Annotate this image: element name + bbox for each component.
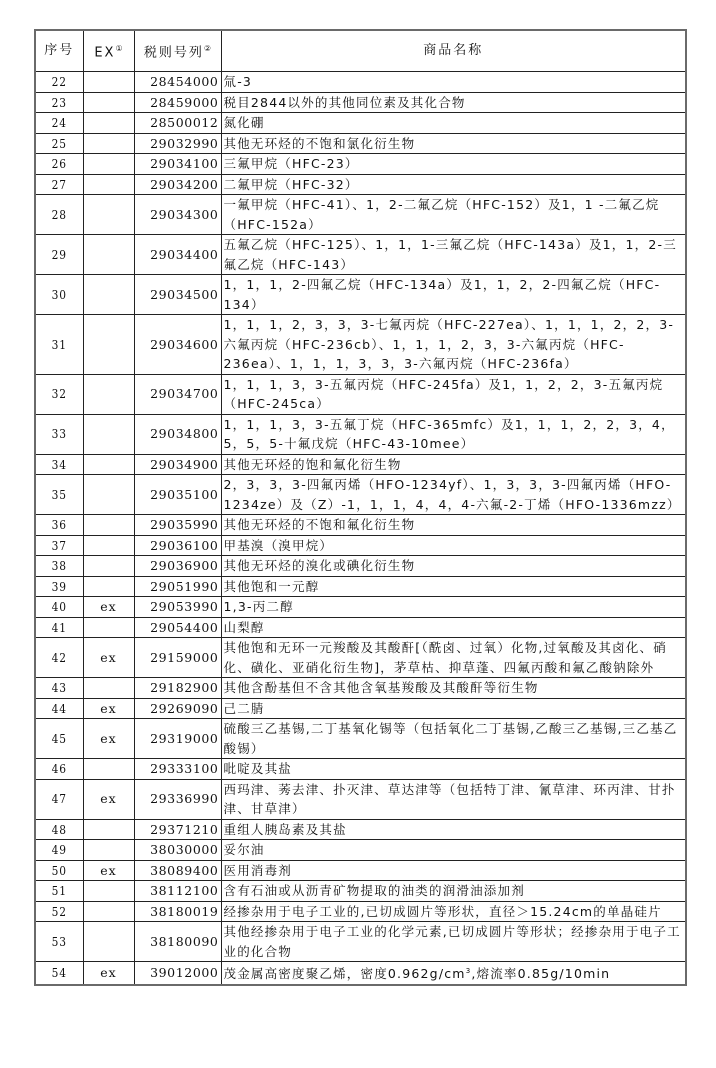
cell-seq: 45 bbox=[39, 719, 80, 759]
cell-ex bbox=[83, 275, 134, 315]
cell-ex bbox=[83, 174, 134, 195]
cell-name: 2，3，3，3-四氟丙烯（HFO-1234yf）、1，3，3，3-四氟丙烯（HFO-1234ze）及（Z）-1，1，1，4，4，4-六氟-2-丁烯（HFO-1336mzz） bbox=[221, 475, 686, 515]
header-ex-footnote: ① bbox=[115, 44, 123, 54]
cell-code: 28459000 bbox=[134, 92, 221, 113]
cell-name: 其他饱和无环一元羧酸及其酸酐[（酰卤、过氧）化物,过氧酸及其卤化、硝化、磺化、亚硝化衍生物]，茅草枯、抑草蓬、四氟丙酸和氟乙酸钠除外 bbox=[221, 638, 686, 678]
table-row bbox=[35, 819, 686, 840]
cell-name-text: 茂金属高密度聚乙烯，密度0.962g/cm bbox=[223, 966, 466, 982]
cell-code: 29034700 bbox=[134, 374, 221, 414]
cell-code: 29036900 bbox=[134, 556, 221, 577]
cell-name: 其他无环烃的不饱和氟化衍生物 bbox=[221, 515, 686, 536]
cell-ex: ex bbox=[83, 597, 134, 618]
cell-name: 三氟甲烷（HFC-23） bbox=[221, 154, 686, 175]
table-row bbox=[35, 860, 686, 881]
cell-ex: ex bbox=[83, 962, 134, 985]
cell-name: 其他含酚基但不含其他含氧基羧酸及其酸酐等衍生物 bbox=[221, 678, 686, 699]
cell-ex bbox=[83, 235, 134, 275]
table-row bbox=[35, 235, 686, 275]
cell-code: 29035100 bbox=[134, 475, 221, 515]
cell-code: 29035990 bbox=[134, 515, 221, 536]
cell-code: 29032990 bbox=[134, 133, 221, 154]
cell-seq: 40 bbox=[39, 597, 80, 618]
table-row bbox=[35, 597, 686, 618]
cell-seq: 31 bbox=[39, 315, 80, 375]
cell-ex bbox=[83, 678, 134, 699]
table-row bbox=[35, 576, 686, 597]
cell-name: 氮化硼 bbox=[221, 113, 686, 134]
cell-code: 29034100 bbox=[134, 154, 221, 175]
header-ex-label: EX bbox=[94, 45, 116, 61]
table-row bbox=[35, 475, 686, 515]
cell-seq: 51 bbox=[39, 881, 80, 902]
cell-ex bbox=[83, 556, 134, 577]
cell-code: 29034800 bbox=[134, 414, 221, 454]
cell-seq: 35 bbox=[39, 475, 80, 515]
cell-name: 1，1，1，3，3-五氟丁烷（HFC-365mfc）及1，1，1，2，2，3，4，5，5，5-十氟戊烷（HFC-43-10mee） bbox=[221, 414, 686, 454]
cell-name: 二氟甲烷（HFC-32） bbox=[221, 174, 686, 195]
cell-code: 29269090 bbox=[134, 698, 221, 719]
table-row bbox=[35, 515, 686, 536]
cell-ex bbox=[83, 576, 134, 597]
cell-name: 1,3-丙二醇 bbox=[221, 597, 686, 618]
cell-code: 29034500 bbox=[134, 275, 221, 315]
cell-name: 妥尔油 bbox=[221, 840, 686, 861]
cell-name: 税目2844以外的其他同位素及其化合物 bbox=[221, 92, 686, 113]
cell-ex bbox=[83, 72, 134, 93]
cell-code: 29336990 bbox=[134, 779, 221, 819]
cell-name: 己二腈 bbox=[221, 698, 686, 719]
cell-seq: 29 bbox=[39, 235, 80, 275]
cell-code: 29034200 bbox=[134, 174, 221, 195]
header-code-label: 税则号列 bbox=[143, 45, 204, 61]
table-row bbox=[35, 719, 686, 759]
table-row bbox=[35, 154, 686, 175]
cell-ex bbox=[83, 195, 134, 235]
cell-seq: 24 bbox=[39, 113, 80, 134]
table-body bbox=[35, 72, 686, 985]
cell-code: 28454000 bbox=[134, 72, 221, 93]
table-row bbox=[35, 962, 686, 985]
cell-name: 1，1，1，3，3-五氟丙烷（HFC-245fa）及1，1，2，2，3-五氟丙烷（HFC-245ca） bbox=[221, 374, 686, 414]
table-row bbox=[35, 759, 686, 780]
cell-ex: ex bbox=[83, 860, 134, 881]
cell-name bbox=[221, 962, 686, 985]
cell-ex bbox=[83, 759, 134, 780]
cell-seq: 54 bbox=[39, 962, 80, 985]
cell-seq: 28 bbox=[39, 195, 80, 235]
cell-ex bbox=[83, 535, 134, 556]
cell-code: 29159000 bbox=[134, 638, 221, 678]
cell-seq: 34 bbox=[39, 454, 80, 475]
cell-name: 医用消毒剂 bbox=[221, 860, 686, 881]
cell-code: 38030000 bbox=[134, 840, 221, 861]
header-code bbox=[134, 30, 221, 72]
cell-name: 一氟甲烷（HFC-41）、1，2-二氟乙烷（HFC-152）及1，1 -二氟乙烷（HFC-152a） bbox=[221, 195, 686, 235]
cell-seq: 48 bbox=[39, 819, 80, 840]
table-header-row bbox=[35, 30, 686, 72]
cell-name-superscript: 3 bbox=[465, 967, 472, 975]
cell-ex bbox=[83, 819, 134, 840]
cell-seq: 36 bbox=[39, 515, 80, 536]
cell-ex bbox=[83, 922, 134, 962]
table-row bbox=[35, 881, 686, 902]
cell-ex bbox=[83, 154, 134, 175]
cell-name: 其他无环烃的饱和氟化衍生物 bbox=[221, 454, 686, 475]
cell-ex bbox=[83, 840, 134, 861]
table-row bbox=[35, 678, 686, 699]
cell-ex bbox=[83, 414, 134, 454]
cell-ex: ex bbox=[83, 638, 134, 678]
cell-ex bbox=[83, 881, 134, 902]
cell-name-tail: ,熔流率0.85g/10min bbox=[471, 966, 611, 982]
cell-name: 经掺杂用于电子工业的,已切成圆片等形状，直径＞15.24cm的单晶硅片 bbox=[221, 901, 686, 922]
cell-code: 38180019 bbox=[134, 901, 221, 922]
cell-code: 29371210 bbox=[134, 819, 221, 840]
table-row bbox=[35, 556, 686, 577]
cell-seq: 44 bbox=[39, 698, 80, 719]
cell-seq: 42 bbox=[39, 638, 80, 678]
cell-code: 29034600 bbox=[134, 315, 221, 375]
cell-name: 山梨醇 bbox=[221, 617, 686, 638]
cell-seq: 26 bbox=[39, 154, 80, 175]
commodity-table bbox=[34, 29, 687, 986]
cell-seq: 39 bbox=[39, 576, 80, 597]
cell-ex: ex bbox=[83, 719, 134, 759]
cell-name: 重组人胰岛素及其盐 bbox=[221, 819, 686, 840]
cell-seq: 38 bbox=[39, 556, 80, 577]
cell-ex: ex bbox=[83, 698, 134, 719]
table-row bbox=[35, 315, 686, 375]
cell-seq: 53 bbox=[39, 922, 80, 962]
table-row bbox=[35, 414, 686, 454]
cell-ex bbox=[83, 315, 134, 375]
cell-name: 西玛津、莠去津、扑灭津、草达津等（包括特丁津、氰草津、环丙津、甘扑津、甘草津） bbox=[221, 779, 686, 819]
table-row bbox=[35, 195, 686, 235]
cell-name: 吡啶及其盐 bbox=[221, 759, 686, 780]
cell-ex bbox=[83, 133, 134, 154]
table-row bbox=[35, 113, 686, 134]
header-seq: 序号 bbox=[35, 30, 83, 72]
cell-seq: 50 bbox=[39, 860, 80, 881]
table-row bbox=[35, 275, 686, 315]
cell-ex bbox=[83, 617, 134, 638]
cell-code: 29034400 bbox=[134, 235, 221, 275]
table-row bbox=[35, 174, 686, 195]
cell-name: 1，1，1，2，3，3，3-七氟丙烷（HFC-227ea）、1，1，1，2，2，3-六氟丙烷（HFC-236cb）、1，1，1，2，3，3-六氟丙烷（HFC-236ea）、1，1，1，3，3，3-六氟丙烷（HFC-236fa） bbox=[221, 315, 686, 375]
cell-seq: 30 bbox=[39, 275, 80, 315]
cell-name: 氚-3 bbox=[221, 72, 686, 93]
cell-code: 29319000 bbox=[134, 719, 221, 759]
table-row bbox=[35, 922, 686, 962]
table-row bbox=[35, 92, 686, 113]
cell-code: 28500012 bbox=[134, 113, 221, 134]
table-row bbox=[35, 454, 686, 475]
cell-code: 29051990 bbox=[134, 576, 221, 597]
cell-seq: 25 bbox=[39, 133, 80, 154]
cell-code: 29036100 bbox=[134, 535, 221, 556]
cell-ex bbox=[83, 454, 134, 475]
cell-name: 其他无环烃的溴化或碘化衍生物 bbox=[221, 556, 686, 577]
table-row bbox=[35, 698, 686, 719]
cell-name: 硫酸三乙基锡,二丁基氧化锡等（包括氧化二丁基锡,乙酸三乙基锡,三乙基乙酸锡） bbox=[221, 719, 686, 759]
header-name: 商品名称 bbox=[221, 30, 686, 72]
cell-ex bbox=[83, 515, 134, 536]
table-row bbox=[35, 901, 686, 922]
cell-seq: 43 bbox=[39, 678, 80, 699]
cell-code: 39012000 bbox=[134, 962, 221, 985]
cell-ex bbox=[83, 113, 134, 134]
cell-name: 1，1，1，2-四氟乙烷（HFC-134a）及1，1，2，2-四氟乙烷（HFC-134） bbox=[221, 275, 686, 315]
cell-seq: 52 bbox=[39, 901, 80, 922]
cell-ex bbox=[83, 901, 134, 922]
cell-code: 29034300 bbox=[134, 195, 221, 235]
cell-seq: 22 bbox=[39, 72, 80, 93]
cell-name: 含有石油或从沥青矿物提取的油类的润滑油添加剂 bbox=[221, 881, 686, 902]
cell-seq: 37 bbox=[39, 535, 80, 556]
cell-code: 38089400 bbox=[134, 860, 221, 881]
cell-code: 38112100 bbox=[134, 881, 221, 902]
cell-ex bbox=[83, 475, 134, 515]
cell-name: 其他无环烃的不饱和氯化衍生物 bbox=[221, 133, 686, 154]
cell-name: 五氟乙烷（HFC-125）、1，1，1-三氟乙烷（HFC-143a）及1，1，2-三氟乙烷（HFC-143） bbox=[221, 235, 686, 275]
cell-name: 甲基溴（溴甲烷） bbox=[221, 535, 686, 556]
table-row bbox=[35, 133, 686, 154]
cell-seq: 32 bbox=[39, 374, 80, 414]
cell-name: 其他经掺杂用于电子工业的化学元素,已切成圆片等形状；经掺杂用于电子工业的化合物 bbox=[221, 922, 686, 962]
cell-ex bbox=[83, 92, 134, 113]
cell-code: 38180090 bbox=[134, 922, 221, 962]
table-row bbox=[35, 779, 686, 819]
cell-code: 29182900 bbox=[134, 678, 221, 699]
cell-seq: 47 bbox=[39, 779, 80, 819]
table-row bbox=[35, 72, 686, 93]
cell-ex bbox=[83, 374, 134, 414]
cell-code: 29053990 bbox=[134, 597, 221, 618]
cell-seq: 49 bbox=[39, 840, 80, 861]
cell-seq: 41 bbox=[39, 617, 80, 638]
cell-seq: 46 bbox=[39, 759, 80, 780]
header-code-footnote: ② bbox=[203, 44, 212, 54]
table-row bbox=[35, 374, 686, 414]
cell-ex: ex bbox=[83, 779, 134, 819]
cell-code: 29333100 bbox=[134, 759, 221, 780]
cell-name: 其他饱和一元醇 bbox=[221, 576, 686, 597]
table-row bbox=[35, 840, 686, 861]
cell-seq: 33 bbox=[39, 414, 80, 454]
table-row bbox=[35, 638, 686, 678]
table-row bbox=[35, 617, 686, 638]
cell-code: 29054400 bbox=[134, 617, 221, 638]
cell-seq: 23 bbox=[39, 92, 80, 113]
header-ex bbox=[83, 30, 134, 72]
table-row bbox=[35, 535, 686, 556]
cell-seq: 27 bbox=[39, 174, 80, 195]
cell-code: 29034900 bbox=[134, 454, 221, 475]
